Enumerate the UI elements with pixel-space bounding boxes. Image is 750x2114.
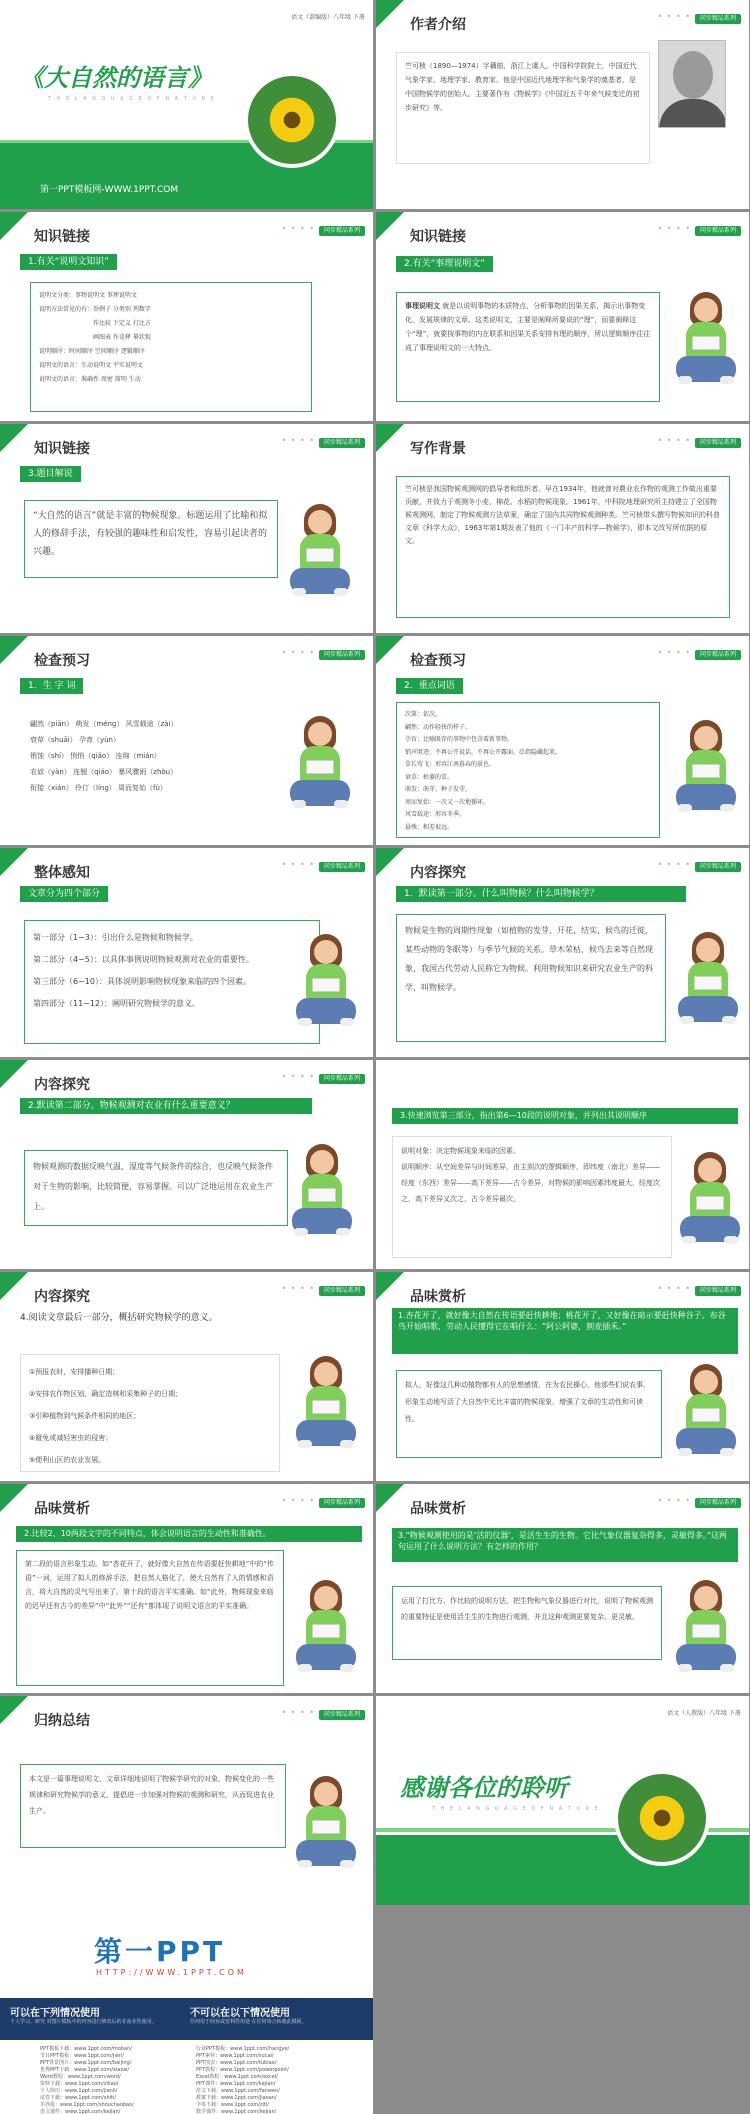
link-item[interactable]: 资料下载：www.1ppt.com/ziliao/ — [40, 2081, 119, 2087]
corner-triangle — [0, 1696, 28, 1724]
slide-overview[interactable] — [0, 848, 373, 1057]
series-badge: 同步精品系列 — [319, 1286, 365, 1296]
girl-reading-image — [296, 1356, 356, 1456]
slide-appreciate-3[interactable] — [376, 1484, 749, 1693]
corner-triangle — [0, 848, 28, 876]
forbidden-text: 任何用于商业或营利性用途 在任何场合转载此模板。 — [190, 2019, 307, 2025]
link-item[interactable]: 字体下载：www.1ppt.com/ziti/ — [196, 2102, 269, 2108]
link-item[interactable]: 个人简历：www.1ppt.com/jianli/ — [40, 2088, 118, 2094]
section-bar: 2.默读第二部分。物候观测对农业有什么重要意义？ — [20, 1098, 312, 1114]
section-bar: 2.有关“事理说明文” — [396, 256, 493, 272]
slide-thanks[interactable] — [376, 1696, 749, 1905]
section-bar: 3.题目解说 — [20, 466, 81, 482]
series-badge: 同步精品系列 — [695, 438, 741, 448]
series-badge: 同步精品系列 — [319, 1074, 365, 1084]
slide-knowledge-1[interactable] — [0, 212, 373, 421]
series-badge: 同步精品系列 — [695, 226, 741, 236]
series-badge: 同步精品系列 — [695, 862, 741, 872]
corner-triangle — [376, 1272, 404, 1300]
explore-answer: 说明对象：决定物候现象来临的因素。 说明顺序：从空间差异与时间差异，由主到次的逻辑顺序，即纬度（南北）差异——经度（东西）差异——高下差异——古今差异，对物候的影响因素纬度最大，经度次之，高下差异又次之，古今差异最次。 — [392, 1136, 672, 1258]
link-item[interactable]: 优秀PPT下载：www.1ppt.com/xiazai/ — [40, 2067, 130, 2073]
slide-summary[interactable] — [0, 1696, 373, 1905]
series-badge: 同步精品系列 — [319, 650, 365, 660]
girl-reading-image — [676, 292, 736, 392]
slide-explore-4[interactable] — [0, 1272, 373, 1481]
girl-reading-image — [676, 1580, 736, 1680]
cover-subtitle: T H E L A N G U A G E O F N A T U R E — [48, 96, 216, 102]
author-text: 竺可桢（1890—1974）字藕舫，浙江上虞人。中国科学院院士，中国近代气象学家、地理学家、教育家。他是中国近代地理学和气象学的奠基者，是中国物候学的创始人。主要著作有《物候学》《中国近五千年来气候变迁的初步研究》等。 — [396, 52, 650, 164]
thanks-header: 语文（人教版）八年级 下册 — [667, 1710, 741, 1717]
slide-title: 作者介绍 — [410, 17, 466, 33]
slide-title: 品味赏析 — [410, 1501, 466, 1517]
slide-preview-2[interactable] — [376, 636, 749, 845]
slide-appreciate-1[interactable] — [376, 1272, 749, 1481]
series-badge: 同步精品系列 — [319, 438, 365, 448]
appreciation-text: 运用了打比方、作比较的说明方法，把生物和气象仪器进行对比，说明了物候观测的重要特征是使用活生生的生物进行观测，并且这种观测更要复杂、更灵敏。 — [392, 1586, 662, 1660]
section-bar: 3.“物候观测使用的是‘活的仪器’，是活生生的生物。它比气象仪器复杂得多，灵敏得多。”这两句运用了什么说明方法？有怎样的作用？ — [392, 1528, 738, 1562]
dots-decoration: • • • • — [281, 1708, 315, 1717]
link-item[interactable]: 行业PPT模板：www.1ppt.com/hangye/ — [196, 2046, 290, 2052]
girl-reading-image — [680, 1152, 740, 1252]
slide-title: 归纳总结 — [34, 1713, 90, 1729]
series-badge: 同步精品系列 — [319, 862, 365, 872]
corner-triangle — [376, 0, 404, 28]
dots-decoration: • • • • — [657, 860, 691, 869]
dots-decoration: • • • • — [281, 1496, 315, 1505]
series-badge: 同步精品系列 — [319, 1710, 365, 1720]
dots-decoration: • • • • — [657, 1284, 691, 1293]
sunflower-image — [244, 72, 340, 168]
appreciation-text: 拟人，好像这几种动植物都有人的思想感情，在为农民操心，他那些们说农事。形象生动地写活了大自然中无比丰富的物候现象，增强了文章的生动性和可读性。 — [396, 1370, 662, 1458]
series-badge: 同步精品系列 — [319, 1498, 365, 1508]
link-item[interactable]: PPT模板下载：www.1ppt.com/moban/ — [40, 2046, 132, 2052]
girl-reading-image — [296, 1580, 356, 1680]
slide-title: 内容探究 — [34, 1289, 90, 1305]
knowledge-list: 说明文分类：事物说明文 事理说明文 说明方法常见的有：举例子 分类别 列数字 作比较 下定义 打比方 画图表 作诠释 摹状貌 说明顺序：时间顺序 空间顺序 逻辑顺序 说明文的语言：生动说明文 平实说明文 说明文的语言：准确性 周密 简明 生动 — [30, 282, 312, 412]
link-item[interactable]: Word教程：www.1ppt.com/word/ — [40, 2074, 121, 2080]
character-list: 翩然（piān） 萌发（méng） 风雪载途（zài） 衰草（shuāi） 孕育（yùn） 销蚀（shí） 悄悄（qiǎo） 连绵（mián） 农谚（yàn） 连翘（qiáo） 暴风骤雨（zhòu） 衔接（xián） 伶仃（líng） 周而复始（fù） — [30, 720, 178, 792]
corner-triangle — [0, 1060, 28, 1088]
link-item[interactable]: PPT教程：www.1ppt.com/powerpoint/ — [196, 2067, 289, 2073]
section-bar: 1.杏花开了，就好像大自然在传语要赶快耕地；桃花开了，又好像在暗示要赶快种谷子。布谷鸟开始唱歌，劳动人民懂得它在唱什么：“阿公阿婆，割麦插禾。” — [392, 1308, 738, 1354]
cover-header: 语文（部编版）八年级 下册 — [291, 14, 365, 21]
dots-decoration: • • • • — [281, 436, 315, 445]
corner-triangle — [376, 1484, 404, 1512]
link-list-right — [196, 2046, 289, 2114]
ad-panel — [0, 1902, 373, 2114]
dots-decoration: • • • • — [657, 12, 691, 21]
allowed-heading: 可以在下列情况使用 — [10, 2008, 100, 2019]
link-item[interactable]: 数学课件：www.1ppt.com/kejian/ — [196, 2109, 277, 2114]
dots-decoration: • • • • — [657, 224, 691, 233]
section-bar: 1．默读第一部分。什么叫物候？什么叫物候学？ — [396, 886, 686, 902]
corner-triangle — [0, 424, 28, 452]
section-bar: 1.有关“说明文知识” — [20, 254, 117, 270]
dots-decoration: • • • • — [657, 436, 691, 445]
slide-explore-1[interactable] — [376, 848, 749, 1057]
link-item[interactable]: 范文下载：www.1ppt.com/fanwen/ — [196, 2088, 280, 2094]
girl-reading-image — [292, 1144, 352, 1244]
dots-decoration: • • • • — [657, 648, 691, 657]
cover-footer: 第一PPT模板网-WWW.1PPT.COM — [40, 185, 179, 195]
thanks-subtitle: T H E L A N G U A G E O F N A T U R E — [432, 1806, 600, 1812]
corner-triangle — [0, 1484, 28, 1512]
section-bar: 文章分为四个部分 — [20, 886, 108, 902]
link-item[interactable]: PPT课件：www.1ppt.com/kejian/ — [196, 2081, 276, 2087]
slide-cover[interactable] — [0, 0, 373, 209]
slide-explore-3[interactable] — [376, 1060, 749, 1269]
link-item[interactable]: 语文课件：www.1ppt.com/kejian/ — [40, 2109, 121, 2114]
ppt-url[interactable]: HTTP://WWW.1PPT.COM — [96, 1968, 247, 1977]
link-item[interactable]: Excel教程：www.1ppt.com/excel/ — [196, 2074, 278, 2080]
slide-title: 品味赏析 — [34, 1501, 90, 1517]
slide-title: 知识链接 — [410, 229, 466, 245]
girl-reading-image — [676, 1364, 736, 1464]
slide-title: 内容探究 — [410, 865, 466, 881]
slide-title: 检查预习 — [410, 653, 466, 669]
series-badge: 同步精品系列 — [695, 1286, 741, 1296]
thanks-title: 感谢各位的聆听 — [400, 1774, 568, 1802]
slide-title: 整体感知 — [34, 865, 90, 881]
slide-explore-2[interactable] — [0, 1060, 373, 1269]
girl-reading-image — [290, 504, 350, 604]
slide-title: 知识链接 — [34, 441, 90, 457]
section-bar: 1．生 字 词 — [20, 678, 83, 694]
link-item[interactable]: PPT背景图片：www.1ppt.com/beijing/ — [40, 2060, 132, 2066]
link-item[interactable]: 手抄报：www.1ppt.com/shouchaobao/ — [40, 2102, 134, 2108]
background-text: 竺可桢是我国物候观测网的倡导者和组织者。早在1934年，他就曾对農业农作物的观测工作做出重要贡献，并致力于观测冬小麦、棉花、水稻的物候现象。1961年，中科院地理研究所主持建立了全国物候观测网，制定了物候观测方法草案，确定了国内共同物候观测种类。竺可桢带头撰写物候知识的科普文章《科学大众》，1963年第1期发表了他的《一门丰产的科学—物候学》，即本文改写所依据的原文。 — [396, 476, 730, 618]
corner-triangle — [0, 212, 28, 240]
slide-title: 内容探究 — [34, 1077, 90, 1093]
link-item[interactable]: 试卷下载：www.1ppt.com/shiti/ — [40, 2095, 117, 2101]
sunflower-image — [614, 1770, 710, 1866]
link-item[interactable]: 教案下载：www.1ppt.com/jiaoan/ — [196, 2095, 277, 2101]
corner-triangle — [376, 424, 404, 452]
girl-reading-image — [290, 716, 350, 816]
girl-reading-image — [678, 932, 738, 1032]
girl-reading-image — [296, 934, 356, 1034]
section-bar: 4.阅读文章最后一部分，概括研究物候学的意义。 — [20, 1310, 312, 1326]
cover-title: 《大自然的语言》 — [20, 64, 212, 92]
girl-reading-image — [676, 720, 736, 820]
explore-answer: 物候是生物的周期性现象（如植物的发芽、开花、结实，候鸟的迁徙，某些动物的冬眠等）与季节气候的关系。草木荣枯，候鸟去来等自然现象，我国古代劳动人民称它为物候。利用物候知识来研究农业生产的科学，叫物候学。 — [396, 914, 666, 1042]
dots-decoration: • • • • — [281, 1072, 315, 1081]
forbidden-heading: 不可以在以下情况使用 — [190, 2008, 290, 2019]
allowed-text: 个人学习、研究 对图片模板中的内容进行修改后的非商业性使用。 — [10, 2019, 157, 2025]
dots-decoration: • • • • — [657, 1496, 691, 1505]
series-badge: 同步精品系列 — [695, 1498, 741, 1508]
link-list-left — [40, 2046, 134, 2114]
slide-appreciate-2[interactable] — [0, 1484, 373, 1693]
series-badge: 同步精品系列 — [695, 14, 741, 24]
slide-background[interactable] — [376, 424, 749, 633]
dots-decoration: • • • • — [281, 224, 315, 233]
link-item[interactable]: PPT图表：www.1ppt.com/tubiao/ — [196, 2060, 277, 2066]
girl-reading-image — [296, 1776, 356, 1876]
slide-author[interactable] — [376, 0, 749, 209]
dots-decoration: • • • • — [281, 860, 315, 869]
explain-text: 事理说明文 就是以说明事物的本质特点，分析事物的因果关系，揭示出事物变化、发展规律的文章。这类说明文，主要是阐释所要说的“理”，而要阐释这个“理”，就要按事物的内在联系和因果关系安排有理的顺序，所以逻辑顺序往往成了事理说明文的一大特点。 — [396, 292, 660, 402]
link-item[interactable]: 节日PPT模板：www.1ppt.com/jieri/ — [40, 2053, 124, 2059]
dots-decoration: • • • • — [281, 648, 315, 657]
meaning-list: ①预报农时，安排播种日期； ②安排农作物区划，确定造林和采集种子的日期； ③引种植物到气候条件相同的地区； ④避免或减轻害虫的侵害； ⑤便利山区的农业发展。 — [20, 1354, 280, 1472]
title-explain: “大自然的语言”就是丰富的物候现象。标题运用了比喻和拟人的修辞手法，有较强的趣味性和启发性，容易引起读者的兴趣。 — [24, 500, 278, 578]
slide-knowledge-3[interactable] — [0, 424, 373, 633]
summary-text: 本文是一篇事理说明文，文章详细地说明了物候学研究的对象，物候变化的一些规律和研究物候学的意义，提倡进一步加强对物候的观测和研究，从而促进农业生产。 — [20, 1764, 286, 1848]
section-bar: 2．重点词语 — [396, 678, 463, 694]
series-badge: 同步精品系列 — [695, 650, 741, 660]
slide-preview-1[interactable] — [0, 636, 373, 845]
slide-title: 知识链接 — [34, 229, 90, 245]
author-portrait — [658, 40, 726, 128]
link-item[interactable]: PPT素材：www.1ppt.com/sucai/ — [196, 2053, 274, 2059]
word-list: 次第：依次。 翩然：动作轻快的样子。 孕育：比喻既存的事物中包含着新事物。 销声匿迹：不再公开说话，不再公开露面。泛指隐藏起来。 草长莺飞：形容江南暮春的景色。 衰草：枯萎的草。 萌发：萌芽，种子发芽。 周而复始：一次又一次地循环。 风雪载途：形容冬季。 悬殊：相差很远。 — [396, 702, 660, 838]
corner-triangle — [0, 636, 28, 664]
slide-title: 写作背景 — [410, 441, 466, 457]
corner-triangle — [376, 848, 404, 876]
slide-title: 品味赏析 — [410, 1289, 466, 1305]
slide-title: 检查预习 — [34, 653, 90, 669]
parts-list: 第一部分（1−3）：引出什么是物候和物候学。 第二部分（4−5）：以具体事例说明物候观测对农业的重要性。 第三部分（6−10）：具体说明影响物候现象来临的四个因素。 第四部分（11−12）：阐明研究物候学的意义。 — [24, 920, 320, 1044]
corner-triangle — [376, 212, 404, 240]
appreciation-text: 第二段的语言形象生动。如“杏花开了，就好像大自然在传语要赶快耕地”中的“传语”一词，运用了拟人的修辞手法，把自然人格化了，使大自然有了人的情感和语言，将大自然的灵气写出来了。第十段的语言平实准确。如“此外，物候现象来临的迟早还有古今的差异”中“此外”“还有”都体现了说明文语言的平实准确。 — [16, 1550, 284, 1686]
section-bar: 2.比较2、10两段文字的不同特点，体会说明语言的生动性和准确性。 — [16, 1526, 362, 1542]
ppt-logo: 第一PPT — [94, 1935, 226, 1968]
dots-decoration: • • • • — [281, 1284, 315, 1293]
corner-triangle — [0, 1272, 28, 1300]
series-badge: 同步精品系列 — [319, 226, 365, 236]
section-bar: 3.快速浏览第三部分，指出第6—10段的说明对象，并列出其说明顺序 — [392, 1108, 738, 1124]
usage-band — [0, 1998, 373, 2040]
explore-answer: 物候观测的数据反映气温、湿度等气候条件的综合，也反映气候条件对于生物的影响，比较简便，容易掌握。可以广泛地运用在农业生产上。 — [24, 1150, 288, 1226]
corner-triangle — [376, 636, 404, 664]
slide-knowledge-2[interactable] — [376, 212, 749, 421]
